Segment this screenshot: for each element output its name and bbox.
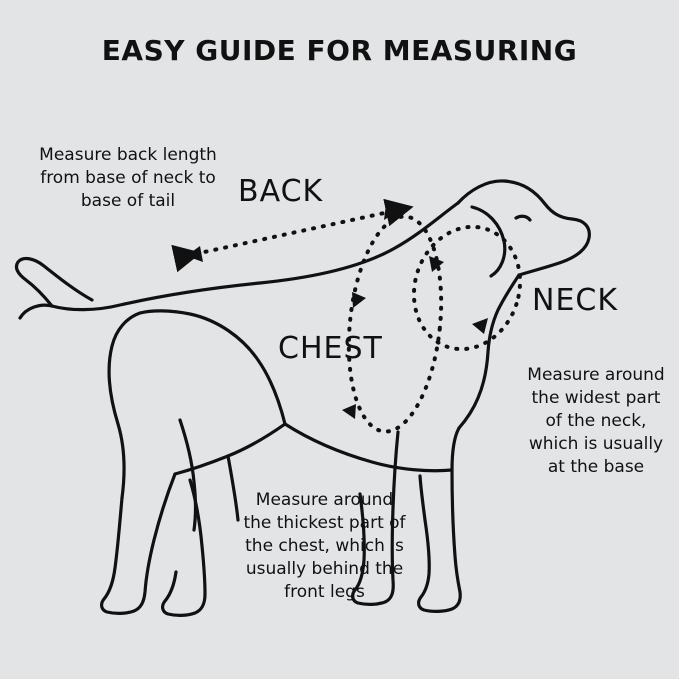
note-back-length: Measure back length from base of neck to base of tail bbox=[39, 145, 217, 211]
neck-girth-loop bbox=[398, 213, 535, 363]
note-chest-girth: Measure around the thickest part of the chest, which is usually behind the front legs bbox=[243, 490, 406, 602]
page-title: EASY GUIDE FOR MEASURING bbox=[101, 34, 578, 67]
label-back: BACK bbox=[238, 174, 324, 209]
label-chest: CHEST bbox=[278, 331, 383, 366]
label-neck: NECK bbox=[532, 283, 619, 318]
note-neck-girth: Measure around the widest part of the neck, which is usually at the base bbox=[527, 365, 665, 477]
